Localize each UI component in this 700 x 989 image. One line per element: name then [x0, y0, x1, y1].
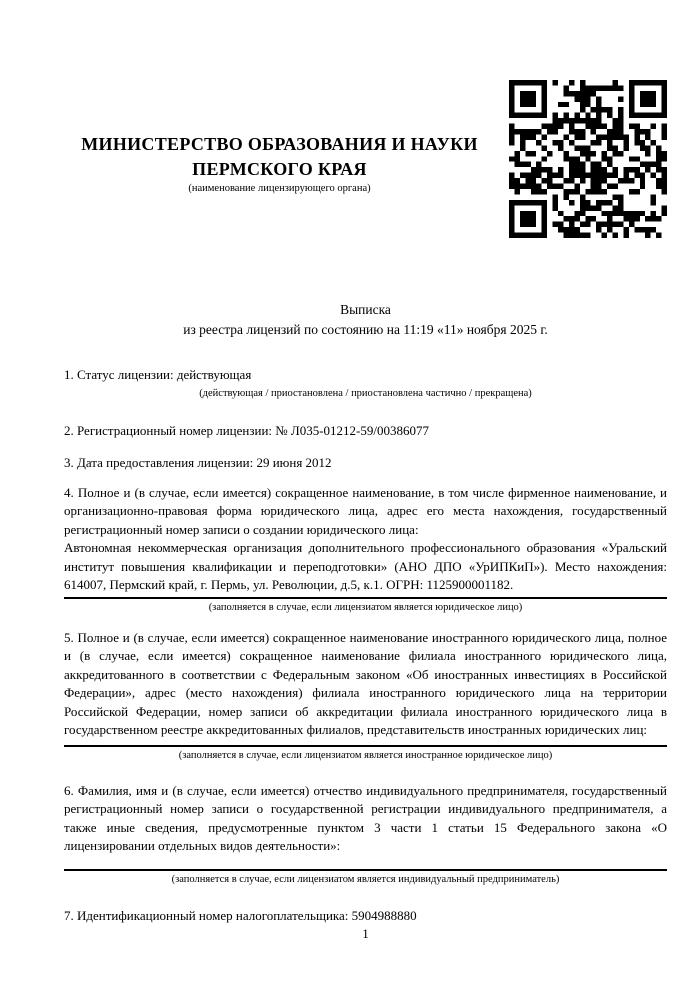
document-content [0, 80, 700, 925]
item-5-hint: (заполняется в случае, если лицензиатом является иностранное юридическое лицо) [178, 749, 553, 761]
item-3-grant-date: 3. Дата предоставления лицензии: 29 июня 2012 [64, 455, 332, 470]
ministry-name-line1: МИНИСТЕРСТВО ОБРАЗОВАНИЯ И НАУКИ [81, 134, 478, 154]
document-title-block [64, 300, 667, 340]
item-6-question: 6. Фамилия, имя и (в случае, если имеется) отчество индивидуального предпринимателя, государственный регистрационный номер записи о государственной регистрации индивидуального предпринимателя, а также иные сведения, предусмотренные пунктом 3 части 1 статьи 15 Федерального закона «О лицензировании отдельных видов деятельности»: [64, 782, 667, 853]
item-7-taxpayer-number: 7. Идентификационный номер налогоплательщика: 5904988880 [64, 907, 417, 923]
ministry-caption: (наименование лицензирующего органа) [188, 183, 371, 194]
fill-in-line [64, 745, 667, 747]
qr-code [509, 80, 667, 238]
fill-in-line [64, 597, 667, 599]
ministry-name-line2: ПЕРМСКОГО КРАЯ [192, 159, 367, 179]
item-5-question: 5. Полное и (в случае, если имеется) сокращенное наименование иностранного юридического лица, полное и (в случае, если имеется) сокращенное наименование филиала иностранного юридического лица, аккредитованного в соответствии с Федеральным законом «Об иностранных инвестициях в Российской Федерации», адрес (место нахождения) филиала иностранного юридического лица на территории Российской Федерации, номер записи об аккредитации филиала иностранного юридического лица в государственном реестре аккредитованных филиалов, представительств иностранных юридических лиц: [64, 629, 667, 737]
document-title: Выписка [340, 302, 391, 317]
item-6-hint: (заполняется в случае, если лицензиатом является индивидуальный предприниматель) [171, 873, 560, 885]
licensing-authority-block [64, 80, 495, 238]
item-6-entrepreneur-block [64, 782, 667, 886]
fill-in-line [64, 869, 667, 871]
item-4-hint: (заполняется в случае, если лицензиатом является юридическое лицо) [208, 601, 523, 613]
item-2-registration-number: 2. Регистрационный номер лицензии: № Л035-01212-59/00386077 [64, 422, 430, 438]
item-4-legal-entity-block [64, 484, 667, 614]
document-header [64, 80, 667, 238]
item-1-hint: (действующая / приостановлена / приостановлена частично / прекращена) [199, 387, 532, 399]
item-4-answer: Автономная некоммерческая организация дополнительного профессионального образования «Уральский институт повышения квалификации и переподготовки» (АНО ДПО «УрИПКиП»). Место нахождения: 614007, Пермский край, г. Пермь, ул. Революции, д.5, к.1. ОГРН: 1125900001182. [64, 540, 667, 592]
item-4-question: 4. Полное и (в случае, если имеется) сокращенное наименование, в том числе фирменное наименование, и организационно-правовая форма юридического лица, адрес его места нахождения, государственный регистрационный номер записи о создании юридического лица: [64, 484, 667, 537]
document-subtitle: из реестра лицензий по состоянию на 11:19 «11» ноября 2025 г. [183, 322, 548, 337]
item-1-license-status: 1. Статус лицензии: действующая [64, 367, 252, 382]
item-5-foreign-entity-block [64, 629, 667, 762]
page-number: 1 [362, 926, 369, 941]
